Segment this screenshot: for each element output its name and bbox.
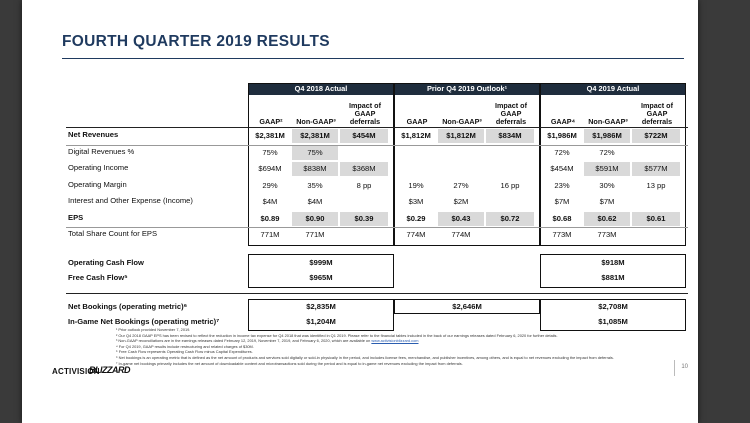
- column-header: Non-GAAP³: [588, 117, 628, 126]
- table-cell: $0.62: [584, 212, 630, 226]
- table-cell: 774M: [406, 230, 426, 239]
- table-cell: 27%: [453, 180, 469, 190]
- table-cell: $0.90: [292, 212, 338, 226]
- table-cell: $0.39: [340, 212, 388, 226]
- table-cell: $838M: [292, 162, 338, 176]
- cashflow-q4-2018: $965M: [309, 272, 333, 282]
- column-header: GAAP⁴: [550, 117, 576, 126]
- table-cell: $0.72: [486, 212, 534, 226]
- group-header-2: Q4 2019 Actual: [540, 83, 686, 95]
- table-cell: 13 pp: [646, 180, 666, 190]
- table-cell: $454M: [340, 129, 388, 143]
- column-header: Impact of GAAP deferrals: [349, 101, 381, 126]
- table-cell: [632, 195, 680, 209]
- table-row: [62, 161, 702, 175]
- footnote-5: ⁵ Free Cash Flow represents Operating Cash Flow minus Capital Expenditures.: [116, 349, 253, 355]
- table-cell: [486, 146, 534, 160]
- table-cell: $2,381M: [292, 129, 338, 143]
- table-cell: $454M: [550, 164, 574, 173]
- bookings-label: In-Game Net Bookings (operating metric)⁷: [68, 316, 220, 326]
- table-cell: $2M: [453, 197, 469, 206]
- table-cell: $2,381M: [255, 131, 285, 140]
- bookings-value: $1,204M: [306, 316, 336, 326]
- title-rule: [62, 58, 684, 59]
- cashflow-label: Free Cash Flow⁵: [68, 272, 128, 282]
- table-cell: $577M: [632, 162, 680, 176]
- page-divider: [674, 360, 675, 376]
- column-header: Impact of GAAP deferrals: [495, 101, 527, 126]
- table-cell: [438, 162, 484, 176]
- group-header-0: Q4 2018 Actual: [248, 83, 394, 95]
- table-cell: $7M: [599, 197, 615, 206]
- table-cell: [632, 146, 680, 160]
- table-cell: 8 pp: [356, 180, 372, 190]
- footnote-6: ⁶ Net bookings is an operating metric that is defined as the net amount of products and services sold digitally or sold-in physically in the period, and includes license fees, merchandise, and publisher incentives, among others, and is equal to net revenues excluding the impact from deferrals.: [116, 354, 614, 360]
- table-cell: [486, 228, 534, 242]
- table-cell: [396, 162, 436, 176]
- table-cell: [396, 146, 436, 160]
- table-cell: [438, 146, 484, 160]
- table-cell: 771M: [260, 230, 280, 239]
- table-cell: 771M: [305, 230, 325, 239]
- table-cell: $834M: [486, 129, 534, 143]
- table-cell: 19%: [408, 180, 424, 190]
- footnote-4: ⁴ For Q4 2019, GAAP results include restructuring and related charges of $30M.: [116, 343, 254, 349]
- cashflow-q4-2019: $881M: [601, 272, 625, 282]
- table-cell: 773M: [597, 230, 617, 239]
- table-cell: [632, 228, 680, 242]
- bookings-value: $2,646M: [452, 301, 482, 311]
- table-cell: 16 pp: [500, 180, 520, 190]
- group-header-1: Prior Q4 2019 Outlook¹: [394, 83, 540, 95]
- column-header: GAAP: [406, 117, 428, 126]
- table-cell: 23%: [554, 180, 570, 190]
- bookings-label: Net Bookings (operating metric)⁶: [68, 301, 188, 311]
- table-cell: $0.89: [260, 213, 280, 223]
- footnote-3-link[interactable]: www.activisionblizzard.com: [371, 338, 419, 344]
- table-cell: 72%: [554, 147, 570, 157]
- table-cell: $3M: [408, 197, 424, 206]
- table-cell: $1,812M: [438, 129, 484, 143]
- cashflow-separator: [66, 293, 688, 294]
- footnote-2: ² Our Q4 2018 GAAP EPS has been revised to reflect the reduction in income tax expense for Q4 2018 that was identified in Q1 2019. Please refer to the financial tables included in the back of our earnings releases dated February 6, 2020 for further details.: [116, 332, 558, 338]
- table-cell: $1,812M: [401, 131, 431, 140]
- table-row: [62, 227, 702, 241]
- table-cell: $0.43: [438, 212, 484, 226]
- table-cell: 29%: [262, 180, 278, 190]
- row-label: Operating Income: [68, 163, 129, 172]
- slide-title: FOURTH QUARTER 2019 RESULTS: [62, 33, 330, 50]
- column-header: Non-GAAP³: [442, 117, 482, 126]
- row-label: Net Revenues: [68, 130, 119, 139]
- table-cell: $591M: [584, 162, 630, 176]
- table-cell: $0.29: [406, 213, 426, 223]
- table-row: [62, 178, 702, 192]
- table-cell: $4M: [262, 197, 278, 206]
- cashflow-label: Operating Cash Flow: [68, 257, 144, 267]
- table-cell: [486, 162, 534, 176]
- bookings-value: $1,085M: [598, 316, 628, 326]
- footnote-7: ⁷ In-game net bookings primarily includes the net amount of downloadable content and microtransactions sold during the period and is equal to in-game net revenues excluding the impact from deferrals.: [116, 360, 463, 366]
- table-cell: 75%: [292, 146, 338, 160]
- table-row: [62, 211, 702, 225]
- table-cell: $1,986M: [547, 131, 577, 140]
- table-row: [62, 128, 702, 142]
- table-cell: 35%: [307, 180, 323, 190]
- table-cell: $722M: [632, 129, 680, 143]
- table-cell: 773M: [552, 230, 572, 239]
- row-label: Digital Revenues %: [68, 146, 135, 156]
- row-label: Interest and Other Expense (Income): [68, 196, 193, 205]
- bookings-value: $2,708M: [598, 301, 628, 311]
- table-row: [62, 194, 702, 208]
- table-cell: $4M: [307, 197, 323, 206]
- table-cell: $7M: [554, 197, 570, 206]
- blizzard-logo: BLIZZARD: [89, 365, 130, 375]
- footnote-3-text: ³ Non-GAAP reconciliations are in the earnings releases dated February 12, 2019, November 7, 2019, and February 6, 2020, which are available on: [116, 338, 372, 344]
- row-label: Total Share Count for EPS: [68, 229, 158, 238]
- table-row: [62, 145, 702, 159]
- column-header: Impact of GAAP deferrals: [641, 101, 673, 126]
- table-cell: $0.68: [552, 213, 572, 223]
- bookings-value: $2,835M: [306, 301, 336, 311]
- table-cell: [340, 195, 388, 209]
- page-number: 10: [681, 364, 688, 370]
- footnote-1: ¹ Prior outlook provided November 7, 2019.: [116, 327, 191, 332]
- table-cell: 72%: [599, 147, 615, 157]
- table-cell: 30%: [599, 180, 615, 190]
- footnotes: [116, 327, 696, 366]
- column-header: GAAP²: [259, 117, 283, 126]
- cashflow-q4-2019: $918M: [601, 257, 625, 267]
- table-cell: [340, 228, 388, 242]
- activision-logo: ACTIVISION: [52, 367, 100, 376]
- table-cell: $694M: [258, 164, 282, 173]
- table-cell: 75%: [262, 147, 278, 157]
- table-cell: $1,986M: [584, 129, 630, 143]
- cashflow-q4-2018: $999M: [309, 257, 333, 267]
- table-cell: 774M: [451, 230, 471, 239]
- table-cell: $368M: [340, 162, 388, 176]
- column-header: Non-GAAP³: [296, 117, 336, 126]
- table-cell: $0.61: [632, 212, 680, 226]
- table-cell: [486, 195, 534, 209]
- row-label: Operating Margin: [68, 179, 127, 189]
- table-cell: [340, 146, 388, 160]
- slide: [22, 0, 698, 423]
- row-label: EPS: [68, 212, 84, 222]
